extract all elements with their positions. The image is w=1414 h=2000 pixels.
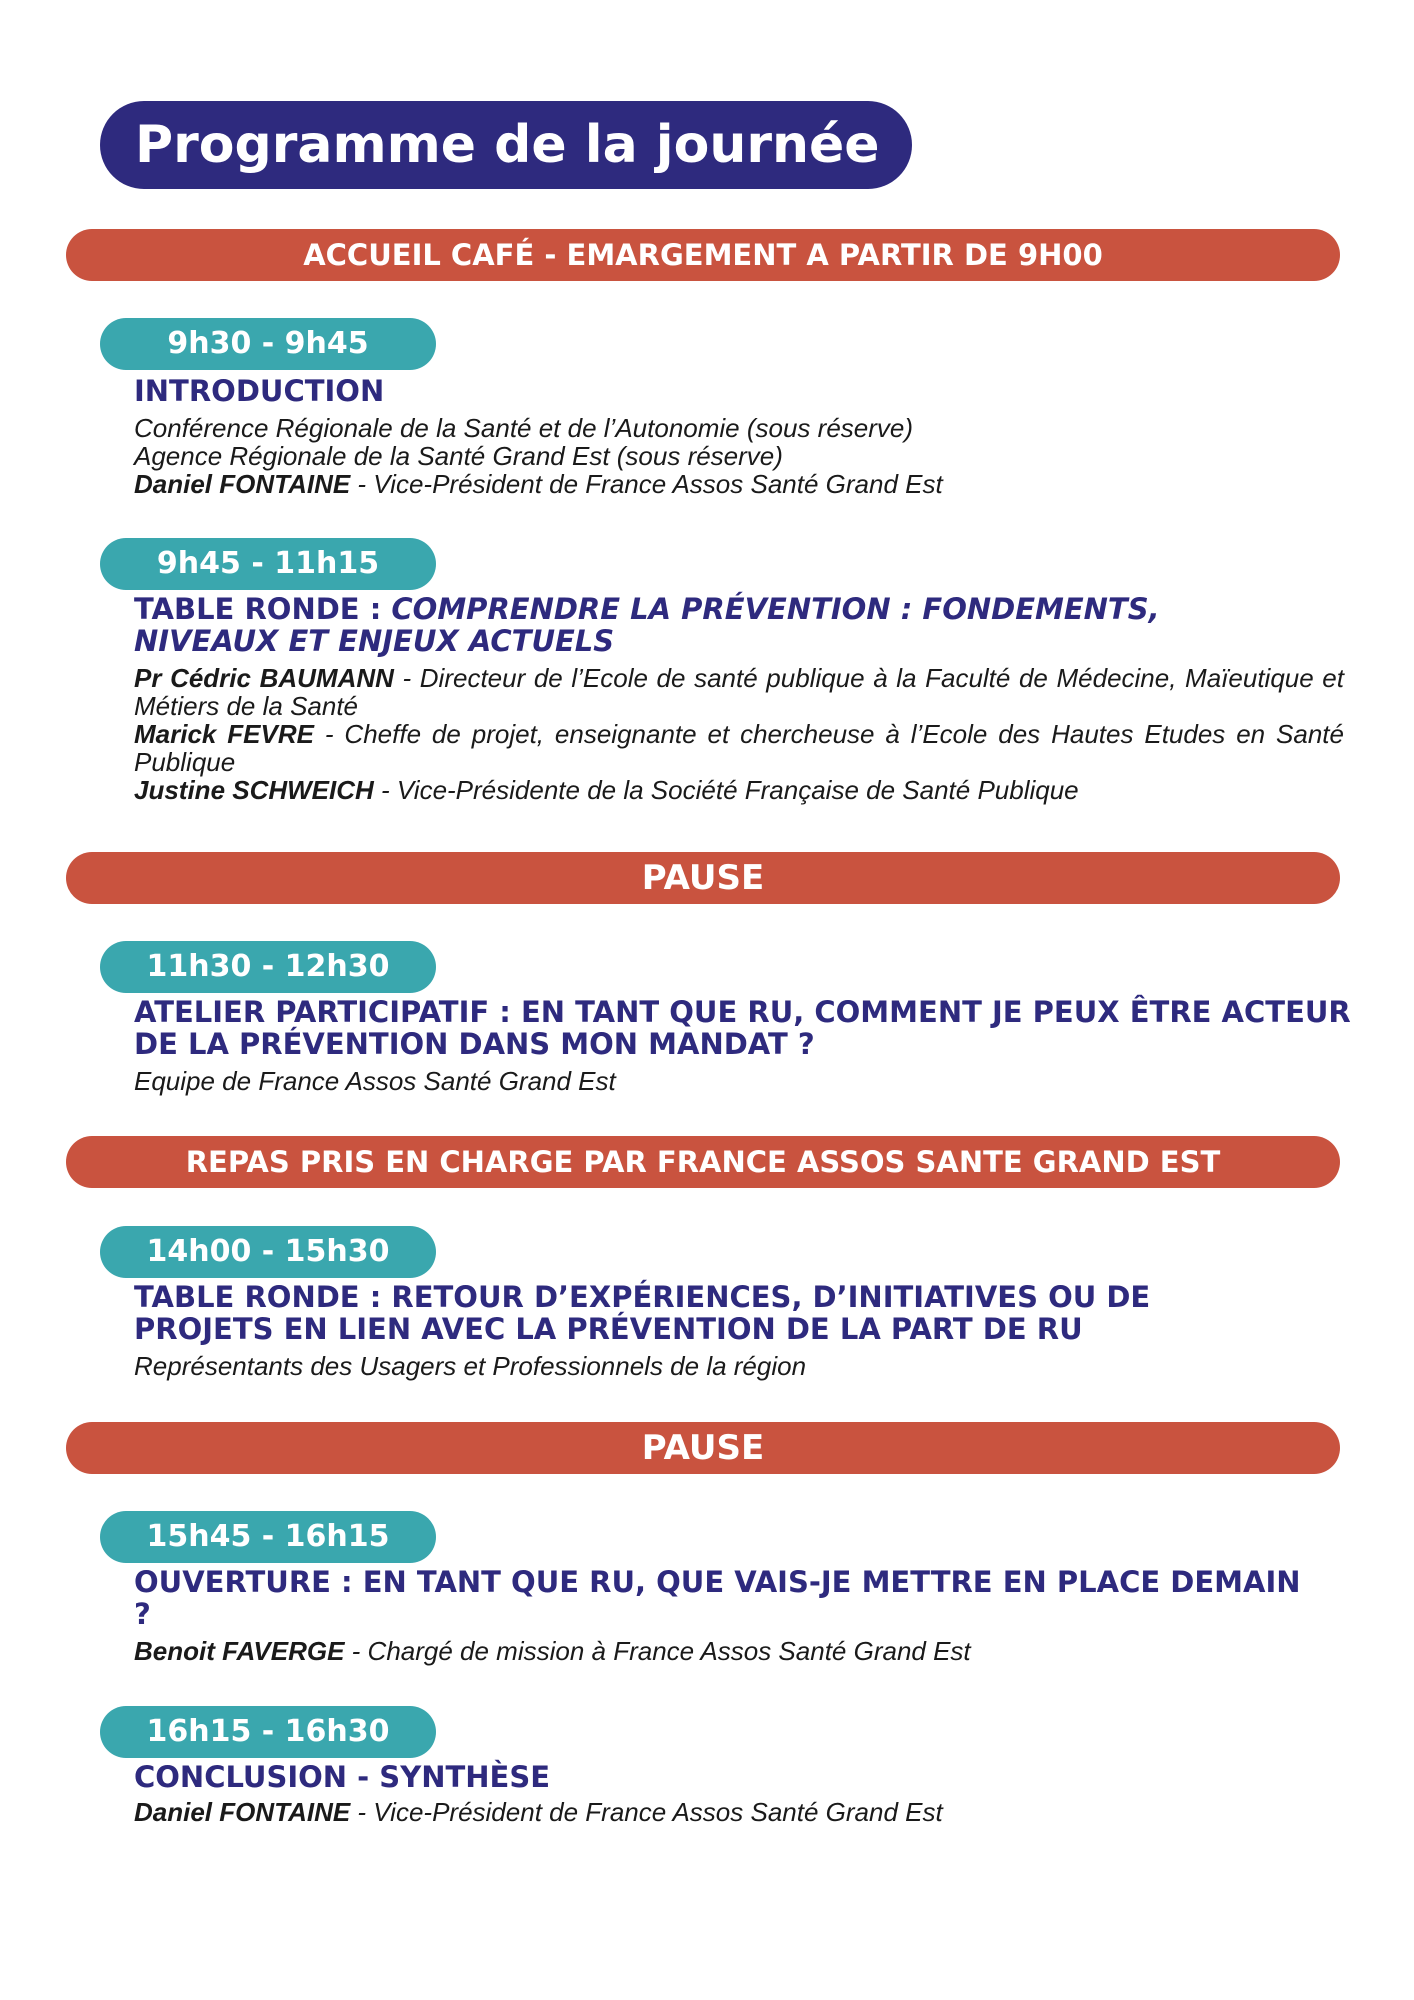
session-heading: CONCLUSION - SYNTHÈSE bbox=[134, 1760, 551, 1794]
speaker-name: Benoit FAVERGE bbox=[134, 1636, 345, 1666]
time-badge: 16h15 - 16h30 bbox=[100, 1706, 436, 1758]
banner-accueil: ACCUEIL CAFÉ - EMARGEMENT A PARTIR DE 9H00 bbox=[66, 229, 1340, 281]
speaker-name: Daniel FONTAINE bbox=[134, 469, 351, 499]
speaker-role: - Directeur de l’Ecole de santé publique à la Faculté de Médecine, Maïeutique et Métiers de la Santé bbox=[134, 663, 1344, 721]
speaker-role: - Vice-Président de France Assos Santé Grand Est bbox=[350, 469, 943, 499]
speaker-role: - Cheffe de projet, enseignante et chercheuse à l’Ecole des Hautes Etudes en Santé Publique bbox=[134, 719, 1344, 777]
speaker-line bbox=[134, 1798, 1344, 1826]
speaker-line bbox=[134, 470, 1344, 498]
time-badge: 14h00 - 15h30 bbox=[100, 1226, 436, 1278]
detail-line: Représentants des Usagers et Professionnels de la région bbox=[134, 1351, 807, 1381]
speaker-line bbox=[134, 720, 1344, 776]
detail-line: Equipe de France Assos Santé Grand Est bbox=[134, 1066, 616, 1096]
speaker-line bbox=[134, 776, 1344, 804]
session-details bbox=[134, 664, 1344, 804]
speaker-line bbox=[134, 664, 1344, 720]
time-badge: 9h30 - 9h45 bbox=[100, 318, 436, 370]
speaker-name: Marick FEVRE bbox=[134, 719, 314, 749]
session-heading: OUVERTURE : EN TANT QUE RU, QUE VAIS-JE METTRE EN PLACE DEMAIN ? bbox=[134, 1565, 1301, 1631]
banner-pause: PAUSE bbox=[66, 852, 1340, 904]
session-heading bbox=[134, 593, 1284, 657]
session-details bbox=[134, 1067, 1344, 1095]
page-title: Programme de la journée bbox=[100, 101, 912, 189]
speaker-name: Daniel FONTAINE bbox=[134, 1797, 351, 1827]
session-heading: TABLE RONDE : RETOUR D’EXPÉRIENCES, D’INITIATIVES OU DE PROJETS EN LIEN AVEC LA PRÉVENTION DE LA PART DE RU bbox=[134, 1280, 1151, 1346]
time-badge: 11h30 - 12h30 bbox=[100, 941, 436, 993]
session-details bbox=[134, 414, 1344, 498]
session-details bbox=[134, 1798, 1344, 1826]
banner-repas: REPAS PRIS EN CHARGE PAR FRANCE ASSOS SANTE GRAND EST bbox=[66, 1136, 1340, 1188]
detail-line: Conférence Régionale de la Santé et de l’Autonomie (sous réserve) bbox=[134, 413, 914, 443]
session-heading: INTRODUCTION bbox=[134, 374, 385, 408]
session-details bbox=[134, 1637, 1344, 1665]
speaker-name: Justine SCHWEICH bbox=[134, 775, 374, 805]
session-details bbox=[134, 1352, 1344, 1380]
speaker-name: Pr Cédric BAUMANN bbox=[134, 663, 394, 693]
session-heading: ATELIER PARTICIPATIF : EN TANT QUE RU, COMMENT JE PEUX ÊTRE ACTEUR DE LA PRÉVENTION DANS MON MANDAT ? bbox=[134, 995, 1351, 1061]
heading-prefix: TABLE RONDE : bbox=[134, 592, 392, 626]
speaker-role: - Vice-Présidente de la Société Française de Santé Publique bbox=[373, 775, 1079, 805]
speaker-role: - Vice-Président de France Assos Santé Grand Est bbox=[350, 1797, 943, 1827]
speaker-line bbox=[134, 1637, 1344, 1665]
banner-pause: PAUSE bbox=[66, 1422, 1340, 1474]
speaker-role: - Chargé de mission à France Assos Santé Grand Est bbox=[344, 1636, 971, 1666]
heading-topic: COMPRENDRE LA PRÉVENTION : FONDEMENTS, NIVEAUX ET ENJEUX ACTUELS bbox=[134, 592, 1160, 658]
detail-line: Agence Régionale de la Santé Grand Est (sous réserve) bbox=[134, 441, 783, 471]
time-badge: 15h45 - 16h15 bbox=[100, 1511, 436, 1563]
time-badge: 9h45 - 11h15 bbox=[100, 538, 436, 590]
